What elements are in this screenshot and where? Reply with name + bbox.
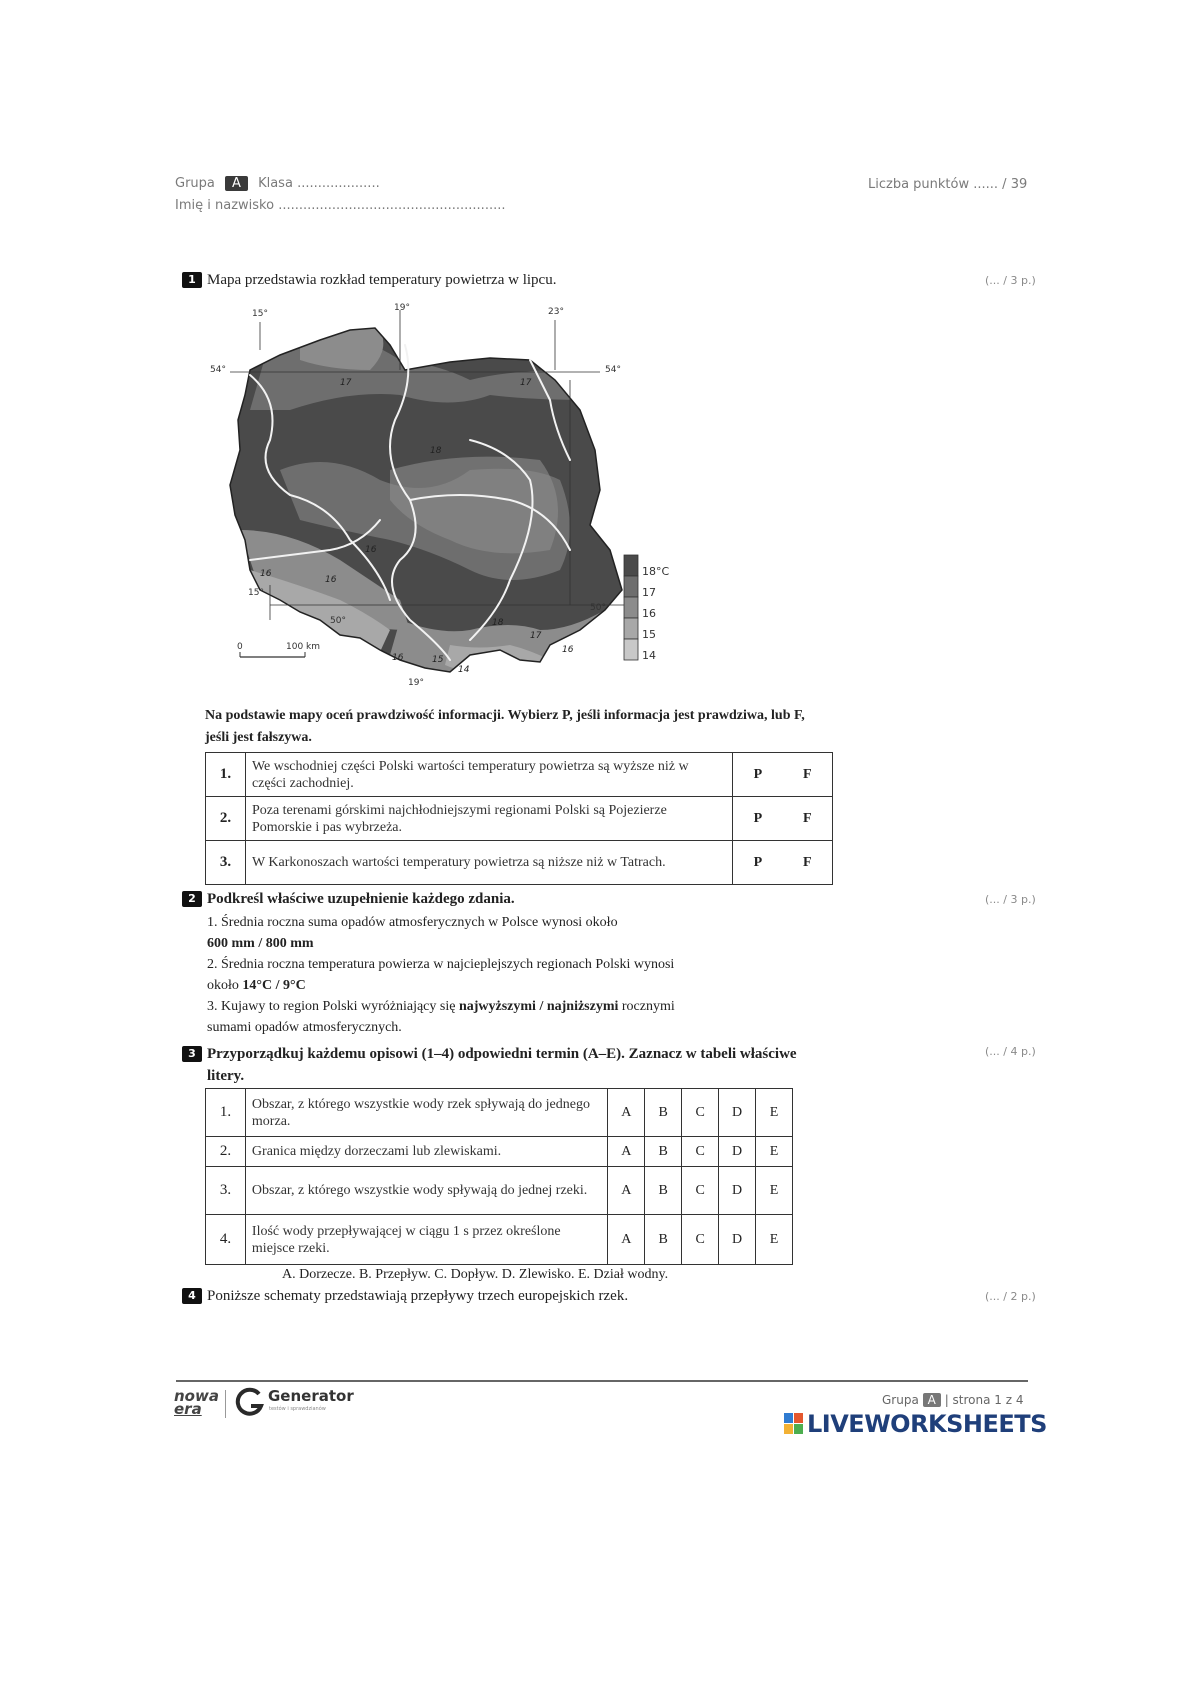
- q2-title: Podkreśl właściwe uzupełnienie każdego zdania.: [207, 891, 515, 907]
- q4-title: Poniższe schematy przedstawiają przepływy trzech europejskich rzek.: [207, 1288, 629, 1304]
- q1-title: Mapa przedstawia rozkład temperatury powietrza w lipcu.: [207, 272, 557, 288]
- legend-swatch: [624, 576, 638, 597]
- option-d[interactable]: D: [719, 1137, 756, 1167]
- iso-label: 16: [365, 545, 377, 555]
- header-grupa-row: [175, 176, 380, 191]
- footer-grupa-badge: A: [923, 1393, 941, 1407]
- legend-swatch: [624, 618, 638, 639]
- lat-50-left: 50°: [330, 616, 346, 626]
- q2-s2-prefix: około: [207, 978, 239, 993]
- q2-s3-line2: sumami opadów atmosferycznych.: [207, 1020, 402, 1035]
- q1-table: [205, 752, 833, 885]
- q2-s1: 1. Średnia roczna suma opadów atmosferycznych w Polsce wynosi około: [207, 915, 618, 930]
- option-b[interactable]: B: [645, 1167, 682, 1215]
- generator-title: Generator: [268, 1387, 354, 1405]
- q4-points: (... / 2 p.): [985, 1290, 1036, 1303]
- legend-swatch: [624, 639, 638, 660]
- q4-number: 4: [182, 1288, 202, 1304]
- description: Granica między dorzeczami lub zlewiskami.: [245, 1137, 607, 1167]
- q2-heading: [182, 891, 515, 908]
- nowa-text: nowa: [174, 1387, 219, 1405]
- legend-swatch: [624, 597, 638, 618]
- description: Obszar, z którego wszystkie wody spływają do jednej rzeki.: [245, 1167, 607, 1215]
- imie-label: Imię i nazwisko: [175, 198, 275, 213]
- imie-field[interactable]: .......................................................: [278, 198, 506, 213]
- legend-label: 18°C: [642, 565, 670, 578]
- row-number: 1.: [206, 753, 246, 797]
- temperature-map: [210, 300, 690, 700]
- q3-heading: [182, 1043, 832, 1087]
- liveworksheets-logo: [784, 1410, 1047, 1438]
- legend-swatch: [624, 555, 638, 576]
- answer-f[interactable]: F: [783, 753, 833, 797]
- q2-s3-suffix: rocznymi: [621, 999, 675, 1014]
- lon-15-bottom: 15°: [248, 588, 264, 598]
- option-e[interactable]: E: [756, 1215, 793, 1265]
- lon-23-top: 23°: [548, 307, 564, 317]
- grupa-badge: A: [225, 176, 248, 191]
- description: Ilość wody przepływającej w ciągu 1 s przez określone miejsce rzeki.: [245, 1215, 607, 1265]
- iso-label: 18: [430, 446, 442, 456]
- option-c[interactable]: C: [682, 1089, 719, 1137]
- option-c[interactable]: C: [682, 1215, 719, 1265]
- klasa-label: Klasa: [258, 176, 293, 191]
- q2-number: 2: [182, 891, 202, 907]
- iso-label: 17: [530, 631, 542, 641]
- lat-54-right: 54°: [605, 365, 621, 375]
- option-b[interactable]: B: [645, 1137, 682, 1167]
- generator-g-icon: [235, 1386, 265, 1418]
- map-legend: [624, 555, 669, 662]
- iso-label: 15: [432, 655, 444, 665]
- option-e[interactable]: E: [756, 1089, 793, 1137]
- legend-label: 17: [642, 586, 656, 599]
- answer-p[interactable]: P: [733, 797, 783, 841]
- table-row: [206, 1167, 793, 1215]
- statement: Poza terenami górskimi najchłodniejszymi regionami Polski są Pojezierze Pomorskie i pas wybrzeża.: [245, 797, 732, 841]
- iso-label: 14: [458, 665, 470, 675]
- iso-label: 16: [325, 575, 337, 585]
- grupa-label: Grupa: [175, 176, 215, 191]
- row-number: 3.: [206, 1167, 246, 1215]
- q3-number: 3: [182, 1046, 202, 1062]
- iso-label: 17: [520, 378, 532, 388]
- lat-54-left: 54°: [210, 365, 226, 375]
- footer-page-number: | strona 1 z 4: [944, 1393, 1024, 1407]
- q1-instruction: Na podstawie mapy oceń prawdziwość informacji. Wybierz P, jeśli informacja jest prawdziwa, lub F, jeśli jest fałszywa.: [205, 708, 805, 745]
- scale-zero: 0: [237, 642, 243, 652]
- table-row: [206, 797, 833, 841]
- lon-19-top: 19°: [394, 303, 410, 313]
- table-row: [206, 1215, 793, 1265]
- q2-s1-options[interactable]: 600 mm / 800 mm: [207, 936, 314, 951]
- description: Obszar, z którego wszystkie wody rzek spływają do jednego morza.: [245, 1089, 607, 1137]
- option-b[interactable]: B: [645, 1089, 682, 1137]
- row-number: 2.: [206, 1137, 246, 1167]
- iso-label: 17: [340, 378, 352, 388]
- lat-50-right: 50°: [590, 603, 606, 613]
- iso-label: 18: [492, 618, 504, 628]
- generator-logo: [235, 1386, 265, 1423]
- q2-sentences: [207, 912, 827, 1038]
- liveworksheets-icon: [784, 1413, 804, 1435]
- iso-label: 16: [562, 645, 574, 655]
- table-row: [206, 1137, 793, 1167]
- option-c[interactable]: C: [682, 1137, 719, 1167]
- q3-terms: A. Dorzecze. B. Przepływ. C. Dopływ. D. Zlewisko. E. Dział wodny.: [282, 1267, 669, 1282]
- statement: W Karkonoszach wartości temperatury powietrza są niższe niż w Tatrach.: [245, 841, 732, 885]
- q1-number: 1: [182, 272, 202, 288]
- option-a[interactable]: A: [608, 1167, 645, 1215]
- header-name-row: [175, 198, 505, 213]
- answer-p[interactable]: P: [733, 841, 783, 885]
- q2-points: (... / 3 p.): [985, 893, 1036, 906]
- option-a[interactable]: A: [608, 1137, 645, 1167]
- q2-s2: 2. Średnia roczna temperatura powierza w najcieplejszych regionach Polski wynosi: [207, 957, 675, 972]
- footer-grupa-label: Grupa: [882, 1393, 919, 1407]
- q1-points: (... / 3 p.): [985, 274, 1036, 287]
- option-a[interactable]: A: [608, 1089, 645, 1137]
- footer-divider: [176, 1380, 1028, 1382]
- statement: We wschodniej części Polski wartości temperatury powietrza są wyższe niż w części zachodniej.: [245, 753, 732, 797]
- answer-p[interactable]: P: [733, 753, 783, 797]
- answer-f[interactable]: F: [783, 841, 833, 885]
- footer-page-info: [882, 1393, 1023, 1407]
- q2-s2-line2: [207, 975, 827, 996]
- iso-label: 16: [260, 569, 272, 579]
- points-total: Liczba punktów ...... / 39: [868, 177, 1028, 192]
- option-e[interactable]: E: [756, 1167, 793, 1215]
- table-row: [206, 753, 833, 797]
- liveworksheets-text: LIVEWORKSHEETS: [807, 1410, 1047, 1438]
- q3-points: (... / 4 p.): [985, 1045, 1036, 1058]
- q2-s3: [207, 996, 827, 1017]
- q2-s3-text: 3. Kujawy to region Polski wyróżniający się: [207, 999, 456, 1014]
- scale-bar: [237, 642, 320, 657]
- scale-label: 100 km: [286, 642, 321, 652]
- q1-heading: [182, 272, 556, 289]
- q3-table: [205, 1088, 793, 1265]
- klasa-field[interactable]: ....................: [297, 176, 380, 191]
- answer-f[interactable]: F: [783, 797, 833, 841]
- table-row: [206, 841, 833, 885]
- row-number: 2.: [206, 797, 246, 841]
- iso-label: 16: [392, 653, 404, 663]
- row-number: 3.: [206, 841, 246, 885]
- generator-subtitle: testów i sprawdzianów: [269, 1406, 326, 1412]
- footer-separator: [225, 1390, 226, 1418]
- lon-19-bottom: 19°: [408, 678, 424, 688]
- row-number: 1.: [206, 1089, 246, 1137]
- option-a[interactable]: A: [608, 1215, 645, 1265]
- q2-s2-options[interactable]: 14°C / 9°C: [242, 978, 306, 993]
- option-d[interactable]: D: [719, 1089, 756, 1137]
- legend-label: 15: [642, 628, 656, 641]
- option-c[interactable]: C: [682, 1167, 719, 1215]
- row-number: 4.: [206, 1215, 246, 1265]
- table-row: [206, 1089, 793, 1137]
- legend-label: 16: [642, 607, 656, 620]
- q3-title: Przyporządkuj każdemu opisowi (1–4) odpowiedni termin (A–E). Zaznacz w tabeli właściwe litery.: [207, 1046, 797, 1084]
- q4-heading: [182, 1288, 628, 1305]
- nowa-era-logo: [174, 1387, 219, 1418]
- lon-15-top: 15°: [252, 309, 268, 319]
- era-text: era: [174, 1400, 202, 1418]
- q2-s3-options[interactable]: najwyższymi / najniższymi: [458, 999, 619, 1014]
- option-b[interactable]: B: [645, 1215, 682, 1265]
- option-d[interactable]: D: [719, 1167, 756, 1215]
- map-fill: [210, 300, 690, 700]
- option-e[interactable]: E: [756, 1137, 793, 1167]
- option-d[interactable]: D: [719, 1215, 756, 1265]
- legend-label: 14: [642, 649, 656, 662]
